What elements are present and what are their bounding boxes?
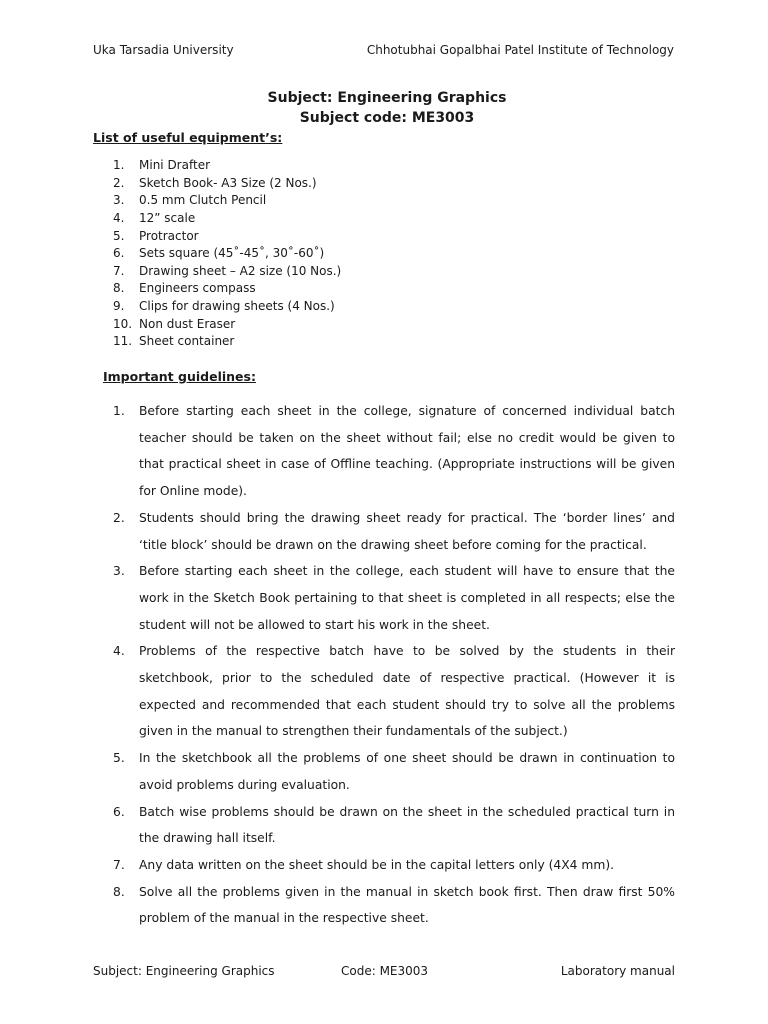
guideline-number: 5. <box>113 751 125 766</box>
list-item <box>113 333 341 351</box>
list-item-text: Drawing sheet – A2 size (10 Nos.) <box>139 263 342 278</box>
list-item-text: Clips for drawing sheets (4 Nos.) <box>139 299 335 314</box>
guideline-item <box>113 638 675 745</box>
list-item <box>113 192 341 210</box>
guideline-number: 1. <box>113 404 125 418</box>
list-item <box>113 175 341 193</box>
list-item-text: Sketch Book- A3 Size (2 Nos.) <box>139 175 317 190</box>
list-item-number: 9. <box>113 299 125 314</box>
guideline-text: Before starting each sheet in the college, each student will have to ensure that the work in the Sketch Book pertaining to that sheet is completed in all respects; else the student will not be allowed to start his work in the sheet. <box>139 564 675 632</box>
list-item <box>113 210 341 228</box>
subject-code-title: Subject code: ME3003 <box>299 110 475 126</box>
footer-manual-label: Laboratory manual <box>560 964 675 978</box>
equipment-heading: List of useful equipment’s: <box>93 130 283 145</box>
guideline-item <box>113 398 675 505</box>
list-item-text: Sheet container <box>139 334 235 349</box>
guideline-item <box>113 558 675 638</box>
guideline-item <box>113 505 675 558</box>
list-item-text: Non dust Eraser <box>139 316 236 331</box>
guideline-text: Students should bring the drawing sheet ready for practical. The ‘border lines’ and ‘title block’ should be drawn on the drawing sheet before coming for the practical. <box>139 510 675 552</box>
list-item <box>113 263 341 281</box>
guideline-number: 4. <box>113 644 125 659</box>
guideline-text: Batch wise problems should be drawn on the sheet in the scheduled practical turn in the drawing hall itself. <box>139 804 675 846</box>
subject-title: Subject: Engineering Graphics <box>267 90 507 106</box>
list-item-number: 11. <box>113 334 133 349</box>
list-item-number: 6. <box>113 246 125 261</box>
list-item-text: 0.5 mm Clutch Pencil <box>139 193 267 208</box>
guideline-text: Any data written on the sheet should be in the capital letters only (4X4 mm). <box>139 857 615 872</box>
list-item <box>113 316 341 334</box>
list-item-number: 8. <box>113 281 125 296</box>
guideline-item <box>113 799 675 852</box>
list-item-number: 4. <box>113 210 125 225</box>
guideline-number: 6. <box>113 804 125 819</box>
list-item-number: 3. <box>113 193 125 208</box>
guideline-number: 8. <box>113 884 125 899</box>
list-item-number: 1. <box>113 158 125 172</box>
guideline-text: Before starting each sheet in the college, signature of concerned individual batch teacher should be taken on the sheet without fail; else no credit would be given to that practical sheet in case of Offline teaching. (Appropriate instructions will be given for Online mode). <box>139 404 675 499</box>
guideline-item <box>113 745 675 798</box>
guideline-text: In the sketchbook all the problems of one sheet should be drawn in continuation to avoid problems during evaluation. <box>139 751 675 792</box>
guideline-item <box>113 879 675 932</box>
header-institute: Chhotubhai Gopalbhai Patel Institute of Technology <box>366 43 674 57</box>
list-item-number: 7. <box>113 263 125 278</box>
guidelines-list <box>113 398 675 932</box>
guidelines-heading: Important guidelines: <box>103 369 256 384</box>
list-item-text: Mini Drafter <box>139 158 211 172</box>
footer-code: Code: ME3003 <box>341 964 429 978</box>
list-item-text: Sets square (45˚-45˚, 30˚-60˚) <box>139 246 325 261</box>
list-item-text: Engineers compass <box>139 281 256 296</box>
list-item <box>113 228 341 246</box>
list-item-text: 12” scale <box>139 210 196 225</box>
guideline-number: 7. <box>113 857 125 872</box>
list-item-number: 10. <box>113 316 133 331</box>
guideline-number: 2. <box>113 510 125 525</box>
list-item <box>113 298 341 316</box>
guideline-text: Solve all the problems given in the manual in sketch book first. Then draw first 50% problem of the manual in the respective sheet. <box>139 884 675 926</box>
list-item-text: Protractor <box>139 228 199 243</box>
list-item <box>113 280 341 298</box>
guideline-number: 3. <box>113 564 125 579</box>
header-university: Uka Tarsadia University <box>93 43 234 57</box>
guideline-text: Problems of the respective batch have to be solved by the students in their sketchbook, prior to the scheduled date of respective practical. (However it is expected and recommended that each student should try to solve all the problems given in the manual to strengthen their fundamentals of the subject.) <box>139 644 675 739</box>
guideline-item <box>113 852 675 879</box>
equipment-list <box>113 157 341 351</box>
list-item-number: 5. <box>113 228 125 243</box>
list-item-number: 2. <box>113 175 125 190</box>
list-item <box>113 157 341 175</box>
list-item <box>113 245 341 263</box>
footer-subject: Subject: Engineering Graphics <box>93 964 275 978</box>
